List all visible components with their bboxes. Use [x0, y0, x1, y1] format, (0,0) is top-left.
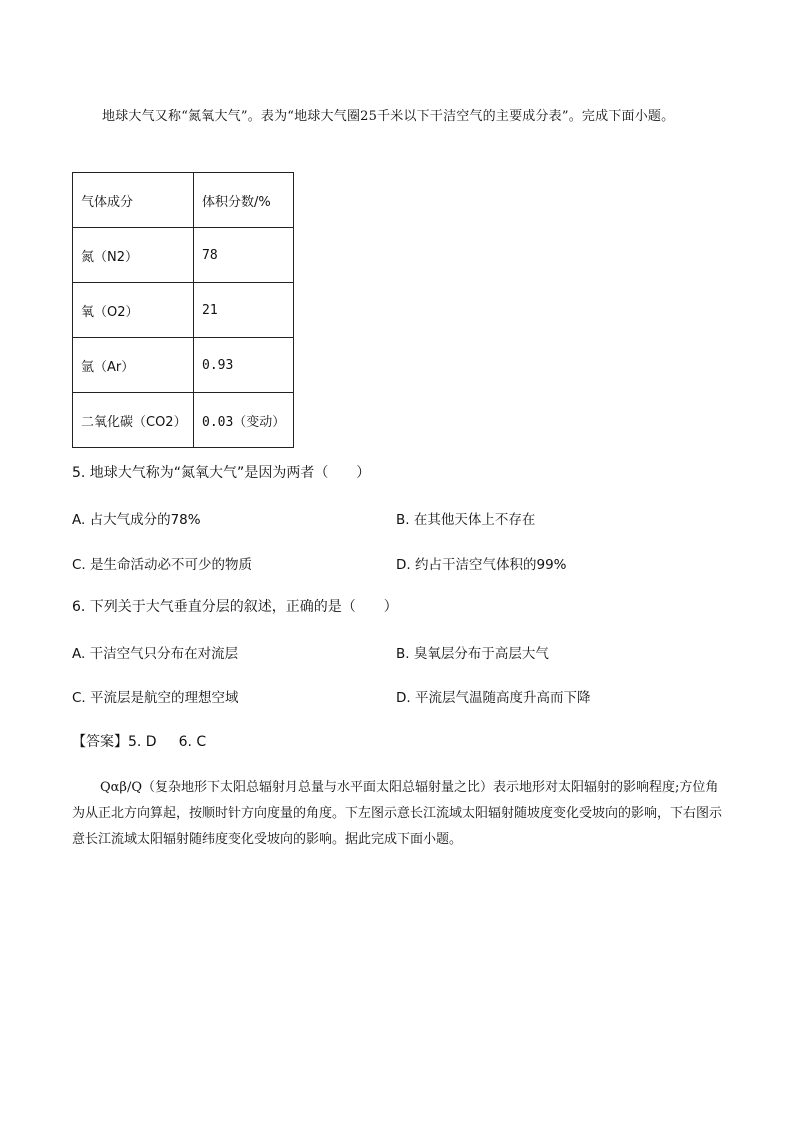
question-6-option-b: B. 臭氧层分布于高层大气 [396, 646, 549, 662]
question-6-stem: 6. 下列关于大气垂直分层的叙述，正确的是（ ） [72, 599, 398, 615]
table-cell: 78 [194, 228, 294, 283]
table-cell: 0.93 [194, 338, 294, 393]
question-5-option-a: A. 占大气成分的78% [72, 512, 201, 528]
question-5-option-d: D. 约占干洁空气体积的99% [396, 557, 567, 573]
table-row [73, 283, 294, 338]
question-6-option-a: A. 干洁空气只分布在对流层 [72, 646, 239, 662]
table-cell: 二氧化碳（CO2） [73, 393, 194, 448]
question-5-stem: 5. 地球大气称为“氮氧大气”是因为两者（ ） [72, 465, 371, 481]
question-5-option-c: C. 是生命活动必不可少的物质 [72, 557, 253, 573]
answer-line [72, 731, 206, 751]
table-row [73, 338, 294, 393]
table-header-cell: 气体成分 [73, 173, 194, 228]
table-cell: 氧（O2） [73, 283, 194, 338]
table-cell: 0.03（变动） [194, 393, 294, 448]
table-cell: 21 [194, 283, 294, 338]
question-5-option-b: B. 在其他天体上不存在 [396, 512, 536, 528]
answer-6: 6. C [178, 734, 207, 750]
question-6-option-c: C. 平流层是航空的理想空域 [72, 690, 239, 706]
answer-label: 【答案】 [72, 734, 128, 750]
solar-radiation-paragraph: Qαβ/Q（复杂地形下太阳总辐射月总量与水平面太阳总辐射量之比）表示地形对太阳辐射的影响程度;方位角为从正北方向算起，按顺时针方向度量的角度。下左图示意长江流域太阳辐射随坡度变化受坡向的影响，下右图示意长江流域太阳辐射随纬度变化受坡向的影响。据此完成下面小题。 [72, 780, 723, 847]
table-cell: 氮（N2） [73, 228, 194, 283]
gas-composition-table [72, 172, 294, 448]
intro-paragraph: 地球大气又称“氮氧大气”。表为“地球大气圈25千米以下干洁空气的主要成分表”。完成下面小题。 [102, 109, 675, 124]
table-row [73, 393, 294, 448]
table-row [73, 228, 294, 283]
table-header-row [73, 173, 294, 228]
table-cell: 氩（Ar） [73, 338, 194, 393]
table-header-cell: 体积分数/% [194, 173, 294, 228]
answer-5: 5. D [128, 734, 157, 750]
question-6-option-d: D. 平流层气温随高度升高而下降 [396, 690, 591, 706]
